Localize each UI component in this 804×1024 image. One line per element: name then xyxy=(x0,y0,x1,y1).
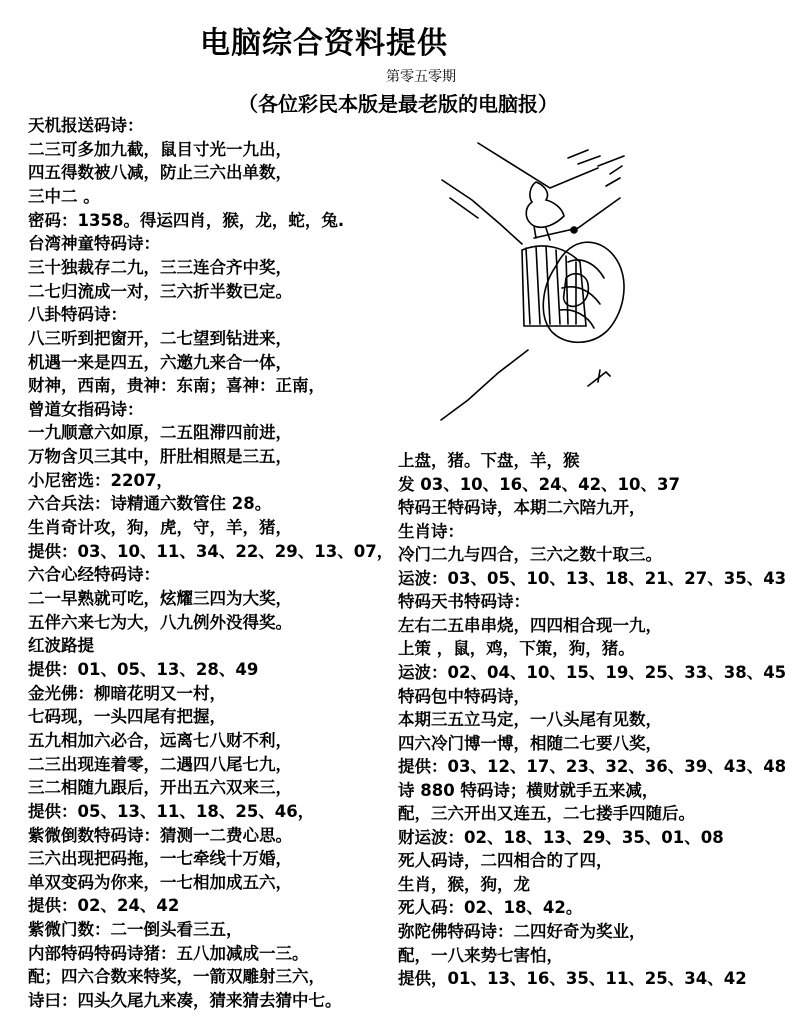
text-line: 提供：01、05、13、28、49 xyxy=(28,659,259,679)
text-line: 红波路提 xyxy=(28,636,94,656)
text-line: 内部特码特码诗猪：五八加减成一三。 xyxy=(28,943,309,963)
text-line: 死人码诗，二四相合的了四， xyxy=(398,851,613,871)
text-line: 六合心经特码诗： xyxy=(28,565,160,585)
text-line: 六合兵法：诗精通六数管住 28。 xyxy=(28,494,272,514)
text-line: 万物含贝三其中，肝肚相照是三五， xyxy=(28,447,292,467)
text-line: 三中二 。 xyxy=(28,186,100,206)
text-line: 二一早熟就可吃，炫耀三四为大奖， xyxy=(28,589,292,608)
text-line: 配，三六开出又连五，二七搂手四随后。 xyxy=(398,804,695,824)
text-line: 五伴六来七为大，八九例外没得奖。 xyxy=(28,612,292,632)
text-line: 紫微门数：二一倒头看三五， xyxy=(28,920,243,940)
text-line: 诗曰：四头久尾九来凑，猜来猜去猜中七。 xyxy=(28,991,342,1011)
text-line: 特码天书特码诗： xyxy=(398,592,530,612)
text-line: 生肖奇计攻，狗，虎，守，羊，猪， xyxy=(28,518,292,538)
text-line: 运波：03、05、10、13、18、21、27、35、43 xyxy=(398,568,787,588)
text-line: 一九顺意六如原，二五阻滞四前进， xyxy=(28,423,292,443)
text-line: 小尼密选：2207， xyxy=(28,470,173,490)
text-line: 三六出现把码拖，一七牵线十万婚， xyxy=(28,849,292,869)
text-line: 特码王特码诗，本期二六陪九开， xyxy=(398,498,646,518)
text-line: 紫微倒数特码诗：猜测一二费心思。 xyxy=(28,825,292,845)
text-line: 天机报送码诗： xyxy=(28,116,144,135)
text-line: 四五得数被八减，防止三六出单数， xyxy=(28,163,292,183)
text-line: 左右二五串串烧，四四相合现一九， xyxy=(398,615,662,635)
text-line: 二三出现连着零，二遇四八尾七九， xyxy=(28,754,292,774)
scene-illustration xyxy=(438,138,628,423)
text-line: 提供：02、24、42 xyxy=(28,896,180,916)
text-line: 单双变码为你来，一七相加成五六， xyxy=(28,872,292,892)
subtitle: （各位彩民本版是最老版的电脑报） xyxy=(238,92,558,116)
text-line: 发 03、10、16、24、42、10、37 xyxy=(398,474,680,494)
text-line: 金光佛：柳暗花明又一村， xyxy=(28,683,226,703)
text-line: 五九相加六必合，远离七八财不利， xyxy=(28,730,292,750)
text-line: 二七归流成一对，三六折半数已定。 xyxy=(28,281,292,301)
text-line: 提供，01、13、16、35、11、25、34、42 xyxy=(398,969,747,989)
text-line: 提供：03、10、11、34、22、29、13、07， xyxy=(28,541,394,561)
text-line: 生肖，猴，狗，龙 xyxy=(398,874,530,894)
text-line: 三二相随九跟后，开出五六双来三， xyxy=(28,778,292,798)
text-line: 提供：03、12、17、23、32、36、39、43、48 xyxy=(398,757,787,777)
text-line: 特码包中特码诗， xyxy=(398,686,530,706)
text-line: 提供：05、13、11、18、25、46， xyxy=(28,801,315,821)
text-line: 弥陀佛特码诗：二四好奇为奖业， xyxy=(398,922,646,941)
text-line: 生肖诗： xyxy=(398,521,464,541)
text-line: 死人码：02、18、42。 xyxy=(398,898,583,918)
text-line: 本期三五立马定，一八头尾有见数， xyxy=(398,710,662,730)
text-line: 八三听到把窗开，二七望到钻进来， xyxy=(28,328,292,348)
text-line: 密码：1358。得运四肖，猴，龙，蛇，兔. xyxy=(28,210,345,230)
text-line: 配；四六合数来特奖，一箭双雕射三六， xyxy=(28,967,325,987)
text-line: 冷门二九与四合，三六之数十取三。 xyxy=(398,545,662,565)
text-line: 财运波：02、18、13、29、35、01、08 xyxy=(398,827,724,847)
issue-number: 第零五零期 xyxy=(386,69,456,85)
text-line: 二三可多加九截，鼠目寸光一九出， xyxy=(28,139,292,159)
text-line: 七码现，一头四尾有把握， xyxy=(28,707,226,727)
text-line: 机遇一来是四五，六邀九来合一体， xyxy=(28,352,292,372)
text-line: 运波：02、04、10、15、19、25、33、38、45 xyxy=(398,662,787,682)
text-line: 配，一八来势七害怕， xyxy=(398,945,563,965)
text-line: 诗 880 特码诗；横财就手五来减， xyxy=(398,780,659,800)
text-line: 台湾神童特码诗： xyxy=(28,234,160,254)
text-line: 八卦特码诗： xyxy=(28,305,127,325)
text-line: 曾道女指码诗： xyxy=(28,399,144,419)
text-line: 三十独裁存二九，三三连合齐中奖， xyxy=(28,257,292,277)
page-title: 电脑综合资料提供 xyxy=(200,26,448,61)
text-line: 上盘，猪。下盘，羊，猴 xyxy=(398,451,580,470)
text-line: 财神，西南，贵神：东南；喜神：正南， xyxy=(28,376,325,396)
text-line: 四六冷门博一博，相随二七要八奖， xyxy=(398,733,662,753)
text-line: 上策 ，鼠，鸡，下策，狗，猪。 xyxy=(398,639,635,659)
